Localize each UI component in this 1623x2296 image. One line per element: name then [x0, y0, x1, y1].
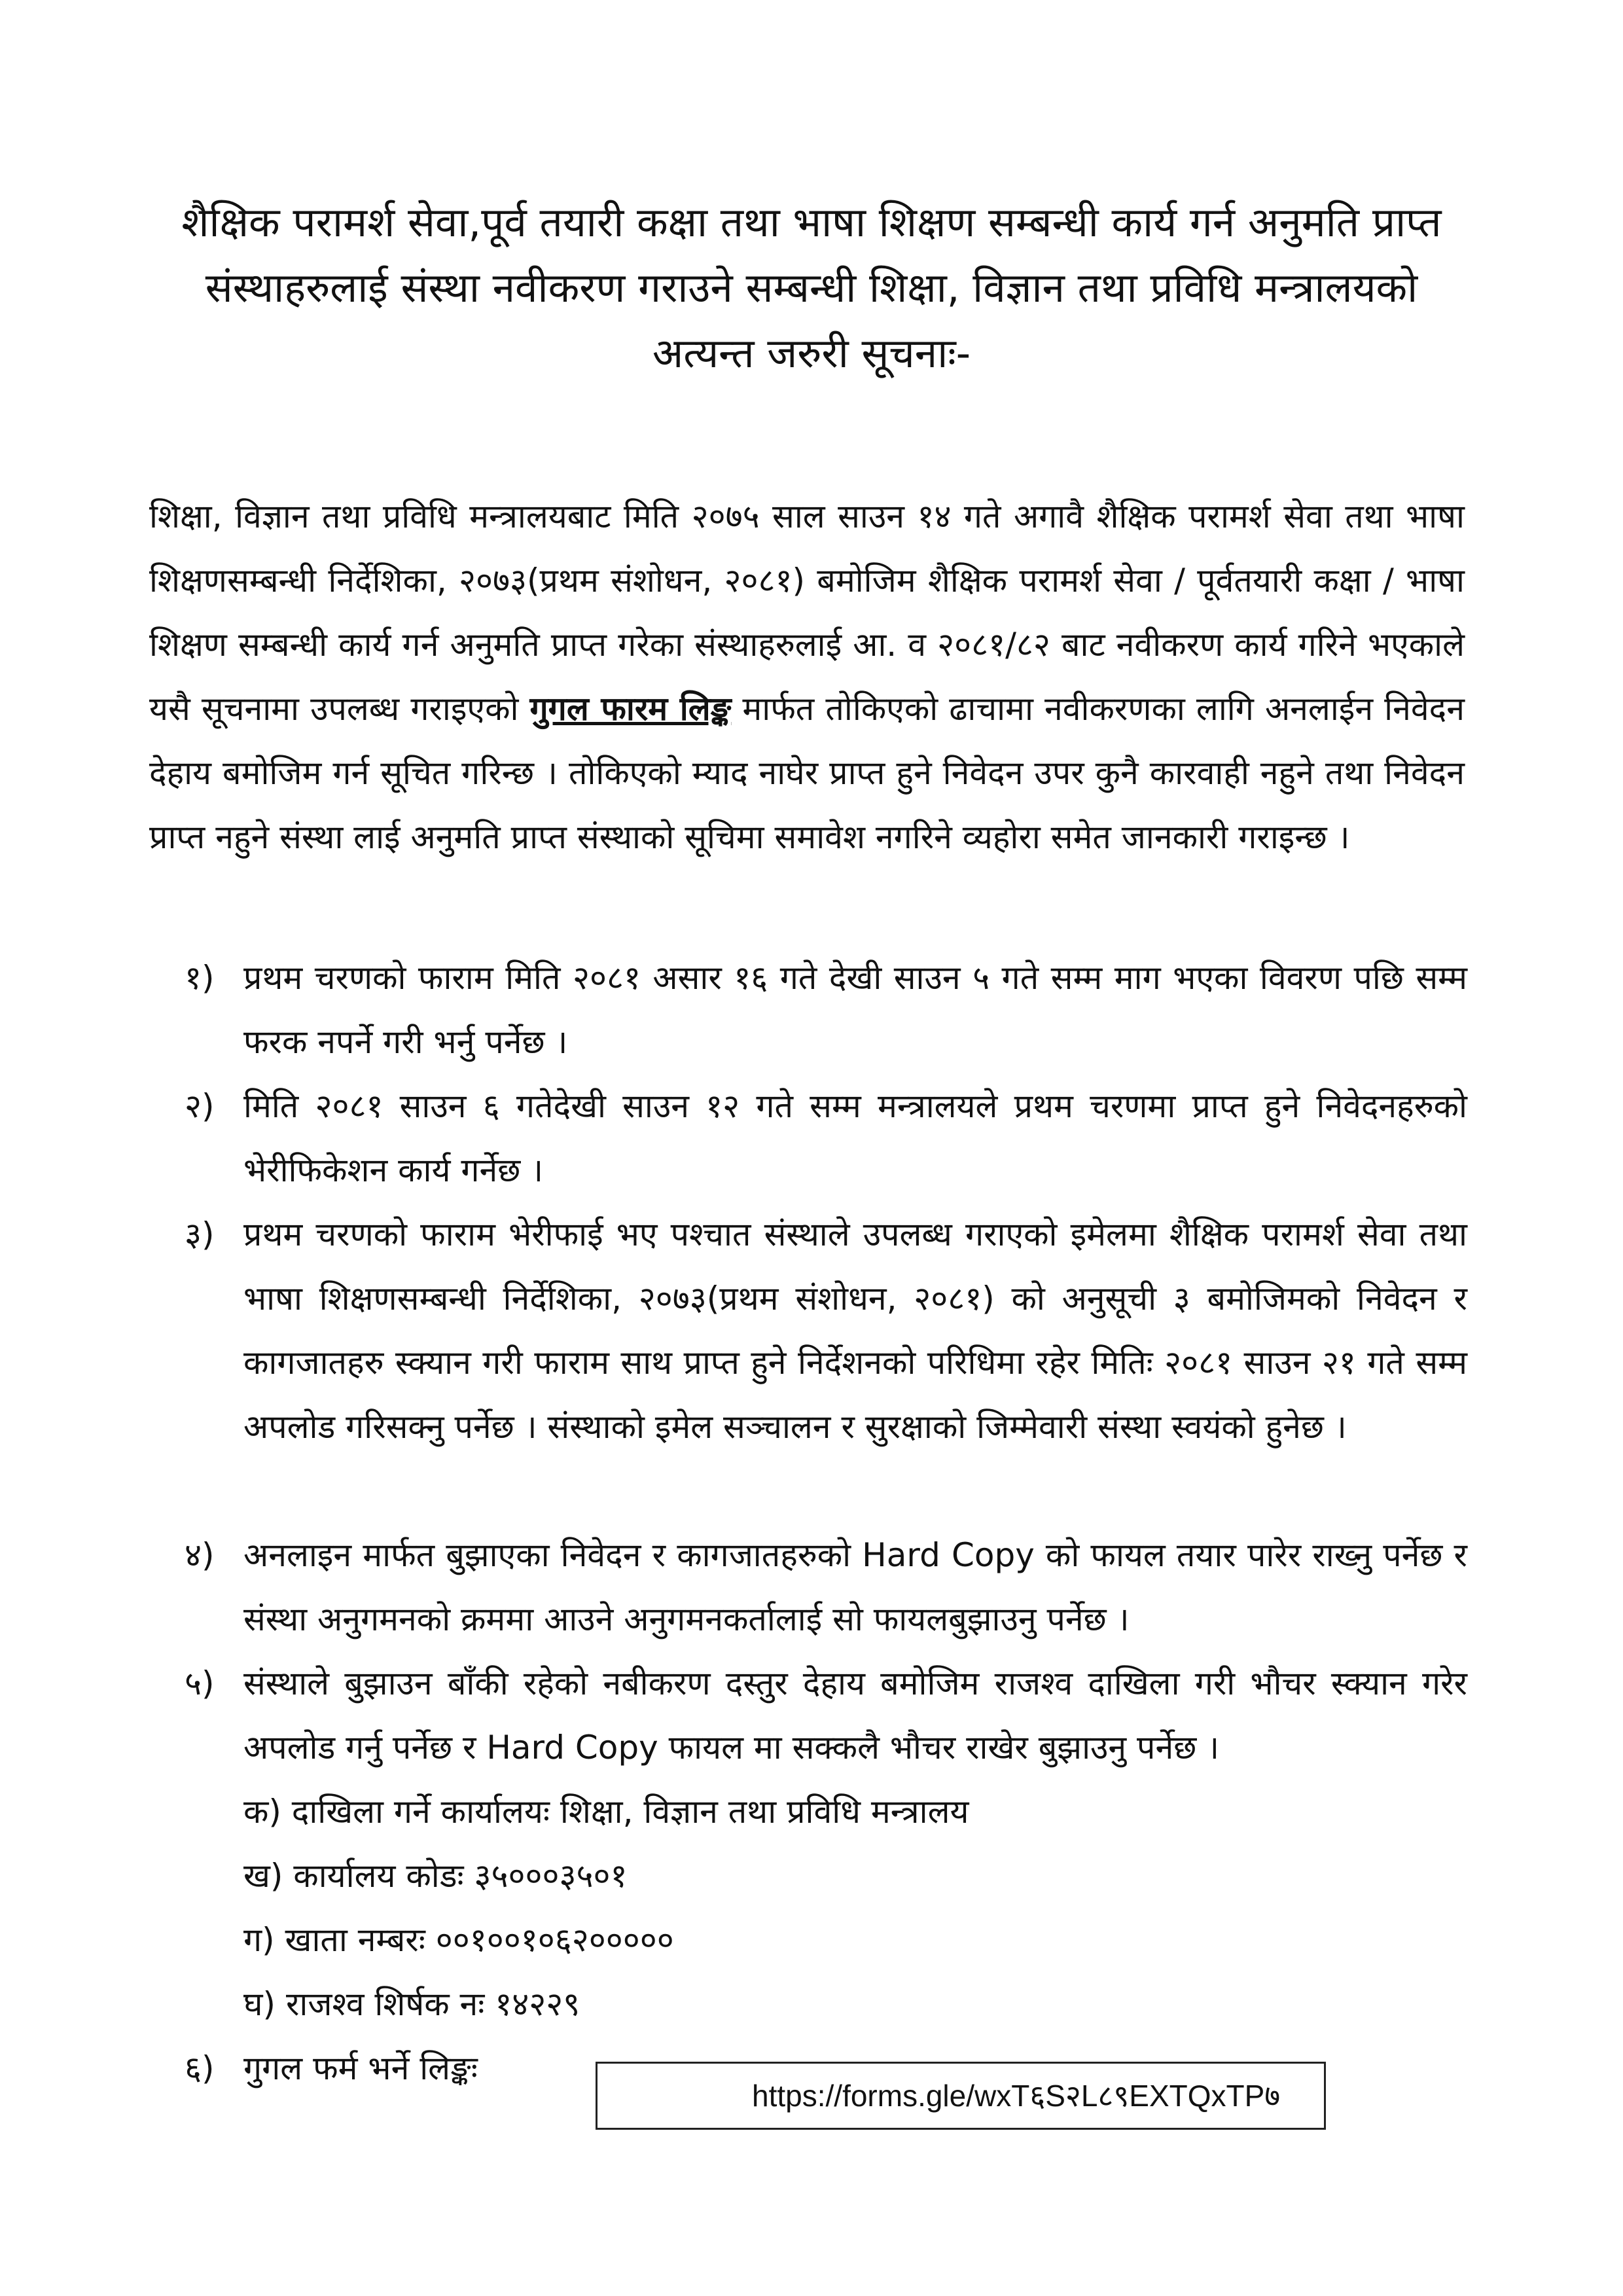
item-number: ४) — [185, 1536, 215, 1574]
item-text: प्रथम चरणको फाराम भेरीफाई भए पश्चात संस्थाले उपलब्ध गराएको इमेलमा शैक्षिक परामर्श सेवा तथा भाषा शिक्षणसम्बन्धी निर्देशिका, २०७३(प्रथम संशोधन, २०८१) को अनुसूची ३ बमोजिमको निवेदन र कागजातहरु स्क्यान गरी फाराम साथ प्राप्त हुने निर्देशनको परिधिमा रहेर मितिः २०८१ साउन २१ गते सम्म अपलोड गरिसक्नु पर्नेछ । संस्थाको इमेल सञ्चालन र सुरक्षाको जिम्मेवारी संस्था स्वयंको हुनेछ । — [243, 1215, 1467, 1446]
item-number: १) — [185, 959, 215, 997]
sub-item-revenue-head: घ) राजश्व शिर्षक नः १४२२९ — [243, 1985, 580, 2023]
item-number: ५) — [185, 1664, 215, 1702]
item-text: अनलाइन मार्फत बुझाएका निवेदन र कागजातहरुको Hard Copy को फायल तयार पारेर राख्नु पर्नेछ र संस्था अनुगमनको क्रममा आउने अनुगमनकर्तालाई सो फायलबुझाउनु पर्नेछ । — [243, 1536, 1467, 1638]
item-text: प्रथम चरणको फाराम मिति २०८१ असार १६ गते देखी साउन ५ गते सम्म माग भएका विवरण पछि सम्म फरक नपर्ने गरी भर्नु पर्नेछ । — [243, 959, 1467, 1061]
title-line-2: संस्थाहरुलाई संस्था नवीकरण गराउने सम्बन्धी शिक्षा, विज्ञान तथा प्रविधि मन्त्रालयको — [205, 264, 1418, 312]
item-number: ६) — [185, 2049, 215, 2087]
instruction-item-5 — [185, 1651, 1467, 1780]
instruction-item-2 — [185, 1074, 1467, 1202]
sub-item-account-number: ग) खाता नम्बरः ००१००१०६२००००० — [243, 1921, 674, 1959]
notice-title — [131, 190, 1492, 386]
sub-item-office-code: ख) कार्यालय कोडः ३५०००३५०१ — [243, 1857, 628, 1895]
intro-paragraph — [149, 484, 1465, 869]
item-text: मिति २०८१ साउन ६ गतेदेखी साउन १२ गते सम्म मन्त्रालयले प्रथम चरणमा प्राप्त हुने निवेदनहरुको भेरीफिकेशन कार्य गर्नेछ । — [243, 1087, 1467, 1189]
intro-text-before-link: शिक्षा, विज्ञान तथा प्रविधि मन्त्रालयबाट मिति २०७५ साल साउन १४ गते अगावै शैक्षिक परामर्श सेवा तथा भाषा शिक्षणसम्बन्धी निर्देशिका, २०७३(प्रथम संशोधन, २०८१) बमोजिम शैक्षिक परामर्श सेवा / पूर्वतयारी कक्षा / भाषा शिक्षण सम्बन्धी कार्य गर्न अनुमति प्राप्त गरेका संस्थाहरुलाई आ. व २०८१/८२ बाट नवीकरण कार्य गरिने भएकाले यसै सूचनामा उपलब्ध गराइएको — [149, 497, 1465, 728]
instruction-item-4 — [185, 1523, 1467, 1651]
instruction-item-3 — [185, 1202, 1467, 1459]
item-text: संस्थाले बुझाउन बाँकी रहेको नबीकरण दस्तुर देहाय बमोजिम राजश्व दाखिला गरी भौचर स्क्यान गरेर अपलोड गर्नु पर्नेछ र Hard Copy फायल मा सक्कलै भौचर राखेर बुझाउनु पर्नेछ । — [243, 1664, 1467, 1767]
intro-text-after-link: मार्फत तोकिएको ढाचामा नवीकरणका लागि अनलाईन निवेदन देहाय बमोजिम गर्न सूचित गरिन्छ । तोकिएको म्याद नाघेर प्राप्त हुने निवेदन उपर कुनै कारवाही नहुने तथा निवेदन प्राप्त नहुने संस्था लाई अनुमति प्राप्त संस्थाको सूचिमा समावेश नगरिने व्यहोरा समेत जानकारी गराइन्छ । — [149, 690, 1465, 856]
item-number: २) — [185, 1087, 215, 1125]
form-link-label: गुगल फर्म भर्ने लिङ्कः — [243, 2049, 478, 2087]
google-form-url[interactable]: https://forms.gle/wxT६S२L८९EXTQxTP७ — [752, 2079, 1281, 2113]
item-number: ३) — [185, 1215, 215, 1253]
sub-item-office: क) दाखिला गर्ने कार्यालयः शिक्षा, विज्ञान तथा प्रविधि मन्त्रालय — [243, 1793, 969, 1831]
instruction-item-1 — [185, 946, 1467, 1074]
google-form-link-label: गुगल फारम लिङ्क — [529, 690, 732, 728]
title-line-3: अत्यन्त जरुरी सूचनाः- — [652, 329, 971, 377]
title-line-1: शैक्षिक परामर्श सेवा,पूर्व तयारी कक्षा तथा भाषा शिक्षण सम्बन्धी कार्य गर्न अनुमति प्राप्त — [181, 198, 1442, 246]
google-form-url-box[interactable] — [596, 2062, 1326, 2130]
